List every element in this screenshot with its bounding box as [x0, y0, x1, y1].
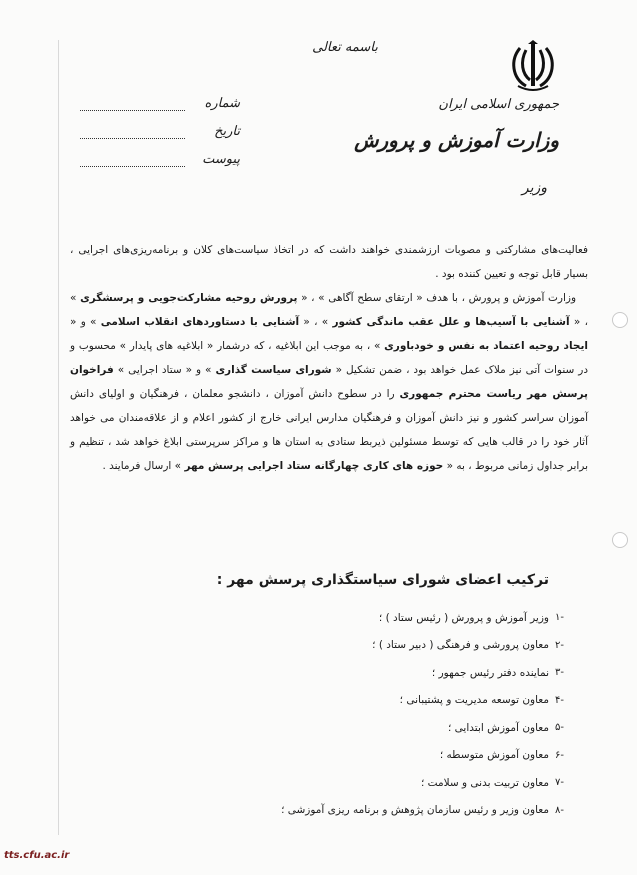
letter-meta — [80, 96, 240, 180]
list-text: معاون پرورشی و فرهنگی ( دبیر ستاد ) ؛ — [372, 639, 549, 652]
body-paragraph-2 — [70, 286, 588, 478]
list-text: معاون توسعه مدیریت و پشتیبانی ؛ — [399, 694, 549, 707]
list-text: معاون آموزش ابتدایی ؛ — [448, 721, 549, 734]
list-number: -۳ — [555, 667, 564, 679]
ministry-title: وزارت آموزش و پرورش — [354, 128, 559, 152]
list-item — [65, 632, 585, 660]
republic-title: جمهوری اسلامی ایران — [438, 97, 559, 112]
meta-number — [80, 96, 240, 124]
body-text: » ، « — [70, 292, 588, 328]
body-bold-text: حوزه های کاری چهارگانه ستاد اجرایی پرسش مهر — [184, 460, 444, 472]
meta-date — [80, 124, 240, 152]
body-bold-text: ایجاد روحیه اعتماد به نفس و خودباوری — [384, 340, 588, 352]
list-item — [65, 604, 585, 632]
list-text: معاون تربیت بدنی و سلامت ؛ — [421, 776, 549, 789]
meta-label: تاریخ — [214, 124, 240, 139]
letter-body — [70, 238, 588, 478]
list-number: -۵ — [555, 722, 564, 734]
meta-dotted-line — [80, 158, 185, 167]
body-text: » ، « — [303, 316, 329, 328]
list-text: وزیر آموزش و پرورش ( رئیس ستاد ) ؛ — [378, 611, 549, 624]
list-number: -۱ — [555, 612, 564, 624]
body-bold-text: آشنایی با دستاوردهای انقلاب اسلامی — [100, 316, 300, 328]
list-item — [65, 714, 585, 742]
list-item — [65, 687, 585, 715]
page-fold-line — [58, 40, 59, 835]
meta-label: پیوست — [202, 152, 240, 167]
list-number: -۷ — [555, 777, 564, 789]
body-bold-text: پرورش روحیه مشارکت‌جویی و پرسشگری — [80, 292, 298, 304]
list-item — [65, 659, 585, 687]
list-number: -۴ — [555, 694, 564, 706]
body-text: » و « ستاد اجرایی » — [117, 364, 212, 376]
body-text: وزارت آموزش و پرورش ، با هدف « ارتقای سطح آگاهی » ، « — [301, 292, 577, 304]
meta-dotted-line — [80, 130, 185, 139]
basmala: باسمه تعالی — [312, 40, 378, 55]
body-bold-text: شورای سیاست گذاری — [215, 364, 332, 376]
body-paragraph-1: فعالیت‌های مشارکتی و مصوبات ارزشمندی خواهند داشت که در اتخاذ سیاست‌های کلان و برنامه‌ریزی‌های اجرایی ، بسیار قابل توجه و تعیین کننده بود . — [70, 244, 588, 280]
list-number: -۸ — [555, 804, 564, 816]
meta-dotted-line — [80, 102, 185, 111]
body-bold-text: فراخوان پرسش مهر ریاست محترم جمهوری — [70, 364, 588, 400]
body-text: » ، به موجب این ابلاغیه ، که درشمار « ابلاغیه های پایدار » محسوب و در سنوات آتی نیز ملاک عمل خواهد بود ، ضمن تشکیل « — [70, 340, 589, 376]
body-bold-text: آشنایی با آسیب‌ها و علل عقب ماندگی کشور — [332, 316, 570, 328]
body-text: را در سطوح دانش آموزان ، دانشجو معلمان ، فرهنگیان و اولیای دانش آموزان سراسر کشور و نیز دانش آموزان و فرهنگیان مدارس ایرانی خارج از کشور اعلام و از علاقه‌مندان می خواهد آثار خود را در قالب هایی که توسط مسئولین ذیربط ستادی به استان ها و مراکز سرپرستی ابلاغ خواهد شد ، تنظیم و برابر جداول زمانی مربوط ، به « — [70, 388, 588, 472]
source-watermark: tts.cfu.ac.ir — [4, 850, 70, 861]
list-item — [65, 769, 585, 797]
list-number: -۶ — [555, 749, 564, 761]
meta-label: شماره — [204, 96, 240, 111]
punch-hole — [612, 312, 628, 328]
list-item — [65, 797, 585, 825]
list-text: معاون آموزش متوسطه ؛ — [439, 749, 549, 762]
iran-emblem-icon — [508, 40, 558, 92]
composition-title: ترکیب اعضای شورای سیاستگذاری پرسش مهر : — [216, 572, 549, 588]
composition-list — [65, 604, 585, 824]
list-number: -۲ — [555, 639, 564, 651]
body-text: » ارسال فرمایند . — [102, 460, 182, 472]
minister-title: وزیر — [521, 180, 547, 196]
list-text: نماینده دفتر رئیس جمهور ؛ — [431, 666, 549, 679]
list-item — [65, 742, 585, 770]
meta-attachment — [80, 152, 240, 180]
body-text: » و « — [70, 316, 97, 328]
list-text: معاون وزیر و رئیس سازمان پژوهش و برنامه ریزی آموزشی ؛ — [281, 804, 549, 817]
punch-hole — [612, 532, 628, 548]
